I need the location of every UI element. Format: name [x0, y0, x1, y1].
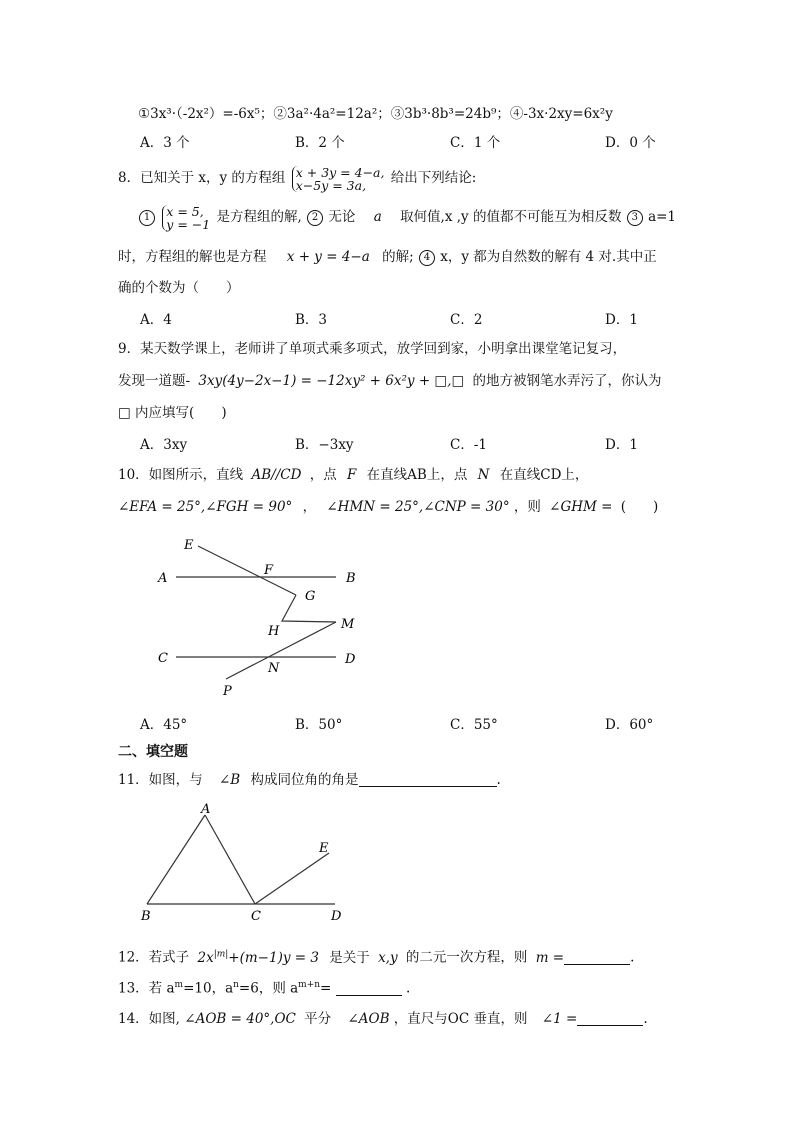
q10-l1-a: 10．如图所示，直线 [118, 467, 244, 483]
label-F: F [264, 563, 274, 578]
label-H: H [268, 624, 280, 639]
q9-line2 [118, 372, 662, 390]
q10-l2-sep: ， [302, 499, 317, 515]
q14-a: 14．如图, [118, 1011, 180, 1027]
q7-statements: ①3x³·（-2x²）=-6x⁵；②3a²·4a²=12a²；③3b³·8b³=24b⁹；④-3x·2xy=6x²y [138, 106, 613, 122]
q11-line [118, 771, 501, 789]
q8-l3-text3: x，y 都为自然数的解有 4 对.其中正 [440, 249, 657, 265]
q10-option-a: A．45° [140, 717, 188, 733]
q13-line [118, 976, 410, 998]
q10-line2 [118, 498, 658, 516]
q12-eq-base: 2x [197, 949, 214, 966]
q10-figure [150, 535, 390, 705]
q12-m: m = [535, 949, 565, 966]
q8-option-a: A．4 [140, 312, 172, 328]
q12-b: 是关于 [329, 949, 370, 966]
label-B: B [346, 571, 356, 586]
circled-1: 1 [139, 210, 155, 226]
q8-sol-x: x = 5, [166, 203, 204, 219]
label-P: P [223, 684, 232, 699]
label-G: G [305, 589, 316, 604]
q14-c: ，直尺与OC 垂直，则 [393, 1011, 528, 1027]
q10-line1 [118, 466, 588, 484]
q10-option-b: B．50° [295, 717, 343, 733]
q12-eq [197, 950, 318, 966]
q8-option-c: C．2 [450, 312, 483, 328]
q9-option-b: B．−3xy [295, 437, 354, 453]
circled-3: 3 [627, 210, 643, 226]
label-C: C [158, 651, 168, 666]
label-B: B [141, 909, 151, 924]
q8-equation-system [292, 166, 385, 192]
q10-l1-c: 在直线AB上，点 [366, 467, 468, 483]
q12-line [118, 945, 634, 967]
q8-sys-line2: x−5y = 3a, [295, 177, 367, 193]
q12-answer-blank[interactable] [564, 950, 630, 965]
line-ba [147, 815, 205, 904]
q8-text4: a=1 [648, 209, 677, 225]
q10-l1-F: F [347, 467, 357, 483]
q8-line3 [118, 248, 657, 266]
q14-answer-blank[interactable] [577, 1011, 643, 1026]
q14-b: 平分 [304, 1011, 332, 1027]
q10-l2-eq2: ∠HMN = 25°,∠CNP = 30° [326, 499, 510, 515]
q9-option-c: C．-1 [450, 437, 487, 453]
q8-l3-eq: x + y = 4−a [286, 249, 370, 265]
line-ef [198, 546, 296, 595]
q7-option-b: B．2 个 [295, 135, 345, 151]
label-E: E [184, 538, 194, 553]
q13-b: =10，a [183, 980, 234, 997]
q7-option-c: C．1 个 [450, 135, 501, 151]
q8-option-d: D．1 [605, 312, 638, 328]
q10-option-d: D．60° [605, 717, 654, 733]
q8-solution-system [162, 205, 210, 231]
label-M: M [341, 617, 355, 632]
q8-line1 [118, 164, 476, 192]
q9-l2-b: 的地方被钢笔水弄污了，你认为 [472, 373, 662, 389]
q10-l2-b: ，则 [513, 499, 541, 515]
q13-sup1: m [174, 980, 184, 990]
line-mp [226, 622, 336, 679]
q8-var-a: a [373, 209, 382, 225]
q12-xy: x,y [378, 949, 398, 966]
q8-line2 [138, 202, 676, 232]
label-N: N [268, 661, 280, 676]
q8-l3-text2: 的解; [382, 249, 414, 265]
q10-l1-d: 在直线CD上， [499, 467, 589, 483]
q8-text3: 取何值,x ,y 的值都不可能互为相反数 [400, 209, 622, 225]
q13-end: . [405, 980, 411, 997]
q8-text1: 是方程组的解, [216, 209, 302, 225]
q11-end: . [496, 772, 501, 788]
q12-eq-sup: |m| [213, 949, 229, 959]
q10-l1-N: N [477, 467, 490, 483]
label-A: A [201, 802, 211, 817]
q7-option-d: D．0 个 [605, 135, 656, 151]
q13-a: 13．若 a [118, 980, 175, 997]
q14-eq3: ∠1 = [541, 1011, 578, 1027]
circled-4: 4 [419, 250, 435, 266]
q12-a: 12．若式子 [118, 949, 190, 966]
q13-sup3: m+n [298, 980, 321, 990]
q8-text2: 无论 [328, 209, 356, 225]
q10-l2-eq1: ∠EFA = 25°,∠FGH = 90° [118, 499, 293, 515]
q8-option-b: B．3 [295, 312, 328, 328]
label-E: E [319, 841, 329, 856]
q9-l2-eq: 3xy(4y−2x−1) = −12xy² + 6x²y + □,□ [198, 373, 465, 389]
q8-sys-line1: x + 3y = 4−a, [295, 164, 385, 180]
q11-eq: ∠B [218, 772, 241, 788]
q9-option-a: A．3xy [140, 437, 188, 453]
section-title-fill-blank: 二、填空题 [118, 744, 188, 760]
q8-sol-y: y = −1 [166, 216, 211, 232]
label-D: D [331, 909, 342, 924]
q9-option-d: D．1 [605, 437, 638, 453]
label-A: A [158, 571, 168, 586]
q10-l2-eq3: ∠GHM = [549, 499, 613, 515]
q11-a: 11．如图，与 [118, 772, 203, 788]
q14-eq2: ∠AOB [347, 1011, 390, 1027]
q12-end: . [630, 949, 635, 966]
circled-2: 2 [307, 210, 323, 226]
line-ac [205, 815, 255, 904]
q9-line3: □ 内应填写( ) [118, 405, 227, 421]
q13-d: = [320, 980, 332, 997]
q11-figure [135, 800, 355, 930]
q13-sup2: n [233, 980, 239, 990]
q12-c: 的二元一次方程，则 [405, 949, 528, 966]
q12-eq-rest: +(m−1)y = 3 [228, 949, 319, 966]
q14-eq: ∠AOB = 40°,OC [184, 1011, 296, 1027]
label-C: C [251, 909, 261, 924]
q8-l3-text: 时，方程组的解也是方程 [118, 249, 267, 265]
q11-answer-blank[interactable] [359, 772, 497, 787]
q7-option-a: A．3 个 [140, 135, 190, 151]
q9-line1: 9．某天数学课上，老师讲了单项式乘多项式，放学回到家，小明拿出课堂笔记复习， [118, 341, 627, 357]
q8-intro: 8．已知关于 x，y 的方程组 [118, 170, 286, 186]
q8-intro-end: 给出下列结论: [390, 170, 477, 186]
q13-c: =6，则 a [238, 980, 299, 997]
q10-l1-eq: AB//CD [251, 467, 302, 483]
q14-line [118, 1010, 648, 1028]
label-D: D [345, 652, 356, 667]
q11-b: 构成同位角的角是 [250, 772, 359, 788]
q10-option-c: C．55° [450, 717, 498, 733]
line-ce [255, 853, 329, 904]
q13-answer-blank[interactable] [336, 981, 402, 996]
q14-end: . [643, 1011, 648, 1027]
q8-line4: 确的个数为（ ） [118, 280, 240, 296]
q10-l2-c: ( ) [620, 499, 659, 515]
q9-l2-a: 发现一道题- [118, 373, 191, 389]
q10-l1-b: ，点 [309, 467, 337, 483]
